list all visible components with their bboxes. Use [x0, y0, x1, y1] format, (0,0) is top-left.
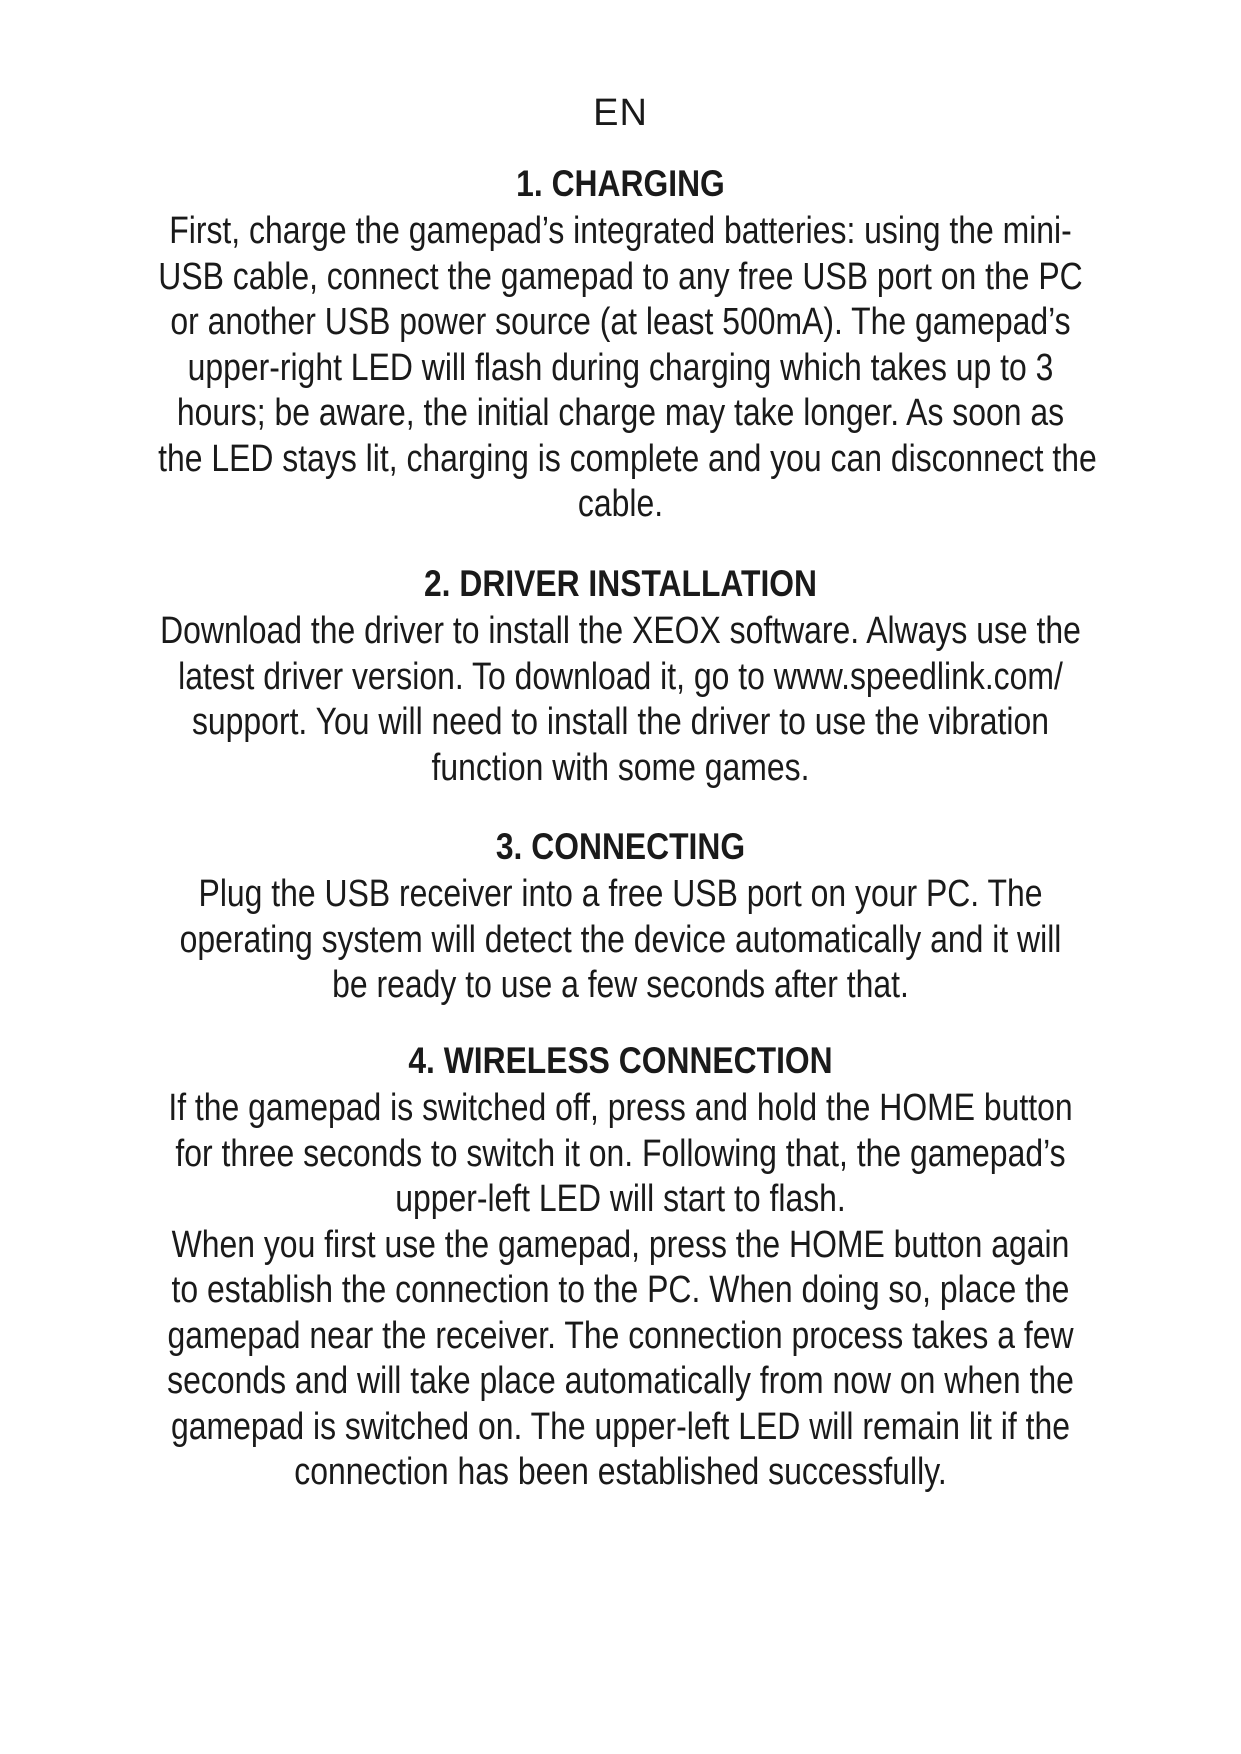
body-line: Plug the USB receiver into a free USB port on your PC. The — [198, 873, 1043, 915]
body-line: connection has been established successfully. — [294, 1451, 947, 1493]
section-body — [70, 609, 1171, 791]
section-heading: 1. CHARGING — [516, 163, 725, 204]
section-heading: 2. DRIVER INSTALLATION — [423, 563, 818, 604]
body-line: First, charge the gamepad’s integrated batteries: using the mini- — [169, 210, 1072, 252]
section-heading: 3. CONNECTING — [495, 826, 746, 867]
body-line: cable. — [577, 483, 664, 525]
body-line: be ready to use a few seconds after that. — [332, 964, 909, 1006]
body-line: USB cable, connect the gamepad to any free USB port on the PC — [158, 255, 1083, 298]
body-line: hours; be aware, the initial charge may take longer. As soon as — [176, 392, 1065, 434]
body-line: If the gamepad is switched off, press and hold the HOME button — [168, 1087, 1073, 1129]
section-body — [70, 209, 1171, 528]
section-body — [70, 1086, 1171, 1496]
body-line: upper-left LED will start to flash. — [395, 1178, 846, 1220]
section-charging — [70, 163, 1171, 528]
language-label: EN — [593, 92, 648, 134]
body-line: support. You will need to install the driver to use the vibration — [191, 701, 1050, 743]
manual-page — [70, 0, 1171, 1754]
body-line: latest driver version. To download it, go to www.speedlink.com/ — [178, 655, 1063, 698]
body-line: seconds and will take place automatically from now on when the — [167, 1360, 1074, 1402]
body-line: for three seconds to switch it on. Following that, the gamepad’s — [175, 1132, 1066, 1175]
section-body — [70, 872, 1171, 1009]
section-connecting — [70, 826, 1171, 1009]
body-line: to establish the connection to the PC. When doing so, place the — [171, 1269, 1070, 1311]
section-driver-installation — [70, 563, 1171, 791]
section-wireless-connection — [70, 1040, 1171, 1496]
body-line: upper-right LED will flash during charging which takes up to 3 — [187, 346, 1054, 389]
body-line: gamepad near the receiver. The connection process takes a few — [167, 1314, 1074, 1357]
body-line: the LED stays lit, charging is complete and you can disconnect the — [158, 437, 1097, 480]
body-line: gamepad is switched on. The upper-left LED will remain lit if the — [171, 1405, 1070, 1448]
body-line: operating system will detect the device automatically and it will — [179, 918, 1062, 961]
body-line: or another USB power source (at least 500mA). The gamepad’s — [170, 301, 1071, 343]
body-line: When you first use the gamepad, press the HOME button again — [171, 1223, 1070, 1266]
body-line: Download the driver to install the XEOX software. Always use the — [160, 610, 1081, 652]
body-line: function with some games. — [431, 746, 810, 789]
section-heading: 4. WIRELESS CONNECTION — [408, 1040, 833, 1081]
